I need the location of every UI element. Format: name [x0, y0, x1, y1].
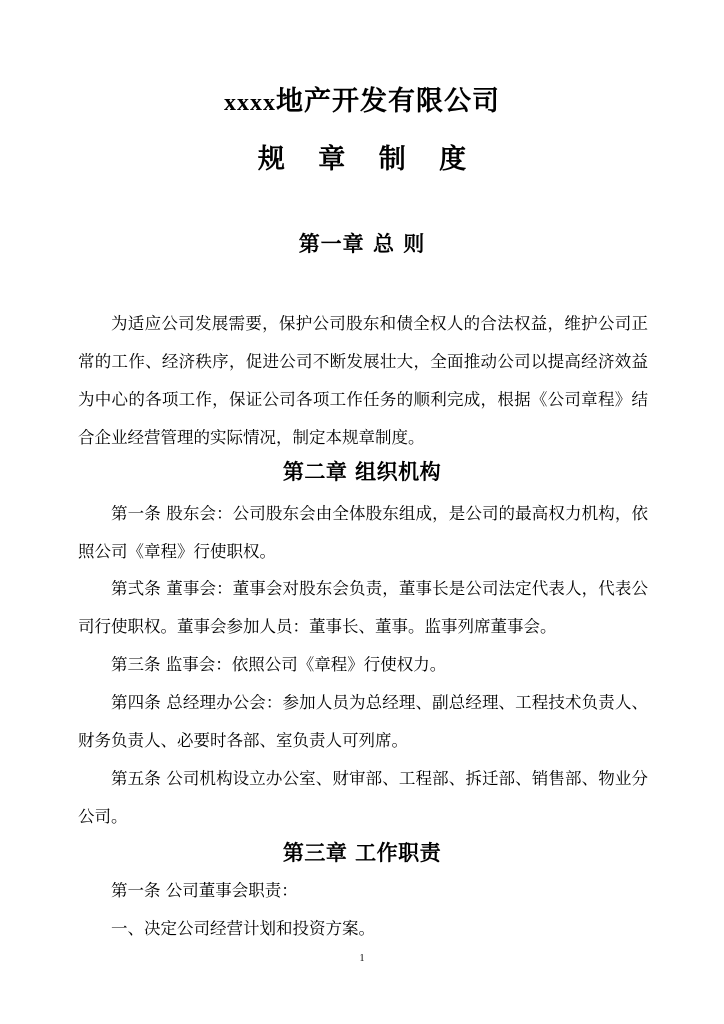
- chapter-2-article-5: 第五条 公司机构设立办公室、财审部、工程部、拆迁部、销售部、物业分公司。: [78, 769, 648, 826]
- company-name-cn: 地产开发有限公司: [276, 86, 500, 117]
- chapter-2-article-3: 第三条 监事会：依照公司《章程》行使权力。: [111, 655, 447, 674]
- company-name-latin: xxxx: [224, 90, 276, 116]
- chapter-2-article-2: 第弍条 董事会：董事会对股东会负责，董事长是公司法定代表人，代表公司行使职权。董事会参加人员：董事长、董事。监事列席董事会。: [78, 579, 648, 636]
- chapter-3-article-1: 第一条 公司董事会职责：: [111, 881, 298, 900]
- chapter-2-article-1: 第一条 股东会：公司股东会由全体股东组成，是公司的最高权力机构，依照公司《章程》行使职权。: [78, 504, 648, 561]
- document-title: [0, 84, 724, 121]
- chapter-3-heading: 第三章 工作职责: [282, 841, 442, 865]
- document-subtitle: 规 章 制 度: [257, 144, 479, 175]
- chapter-3-item-1: 一、决定公司经营计划和投资方案。: [111, 919, 375, 938]
- page-number: 1: [359, 953, 365, 964]
- chapter-2-heading: 第二章 组织机构: [282, 460, 442, 484]
- chapter-1-heading: 第一章 总 则: [298, 232, 426, 256]
- chapter-1-intro-paragraph: 为适应公司发展需要，保护公司股东和债全权人的合法权益，维护公司正常的工作、经济秩序，促进公司不断发展壮大，全面推动公司以提高经济效益为中心的各项工作，保证公司各项工作任务的顺利完成，根据《公司章程》结合企业经营管理的实际情况，制定本规章制度。: [78, 314, 648, 447]
- chapter-2-article-4: 第四条 总经理办公会：参加人员为总经理、副总经理、工程技术负责人、财务负责人、必要时各部、室负责人可列席。: [78, 693, 648, 750]
